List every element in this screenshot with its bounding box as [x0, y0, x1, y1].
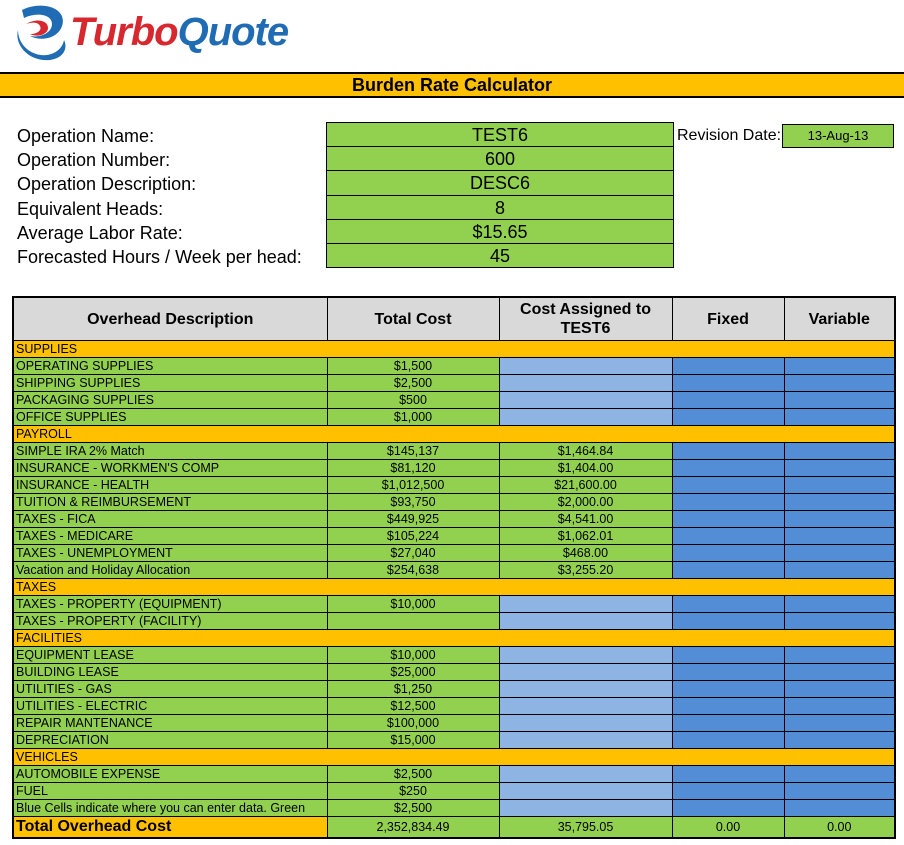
overhead-description-cell: TAXES - MEDICARE — [13, 528, 327, 545]
total-cost-cell[interactable]: $100,000 — [327, 715, 499, 732]
overhead-description-cell: INSURANCE - WORKMEN'S COMP — [13, 460, 327, 477]
variable-cell[interactable] — [784, 613, 895, 630]
fixed-cell[interactable] — [672, 647, 784, 664]
total-assigned-value: 35,795.05 — [499, 817, 672, 839]
total-cost-cell[interactable]: $1,500 — [327, 358, 499, 375]
cost-assigned-cell: $3,255.20 — [499, 562, 672, 579]
overhead-description-cell: INSURANCE - HEALTH — [13, 477, 327, 494]
fixed-cell[interactable] — [672, 477, 784, 494]
fixed-cell[interactable] — [672, 460, 784, 477]
total-cost-cell[interactable]: $2,500 — [327, 375, 499, 392]
logo-quote: Quote — [177, 10, 289, 54]
fixed-cell[interactable] — [672, 494, 784, 511]
cost-assigned-cell: $1,062.01 — [499, 528, 672, 545]
operation-info-labels — [17, 124, 302, 269]
cost-assigned-cell: $2,000.00 — [499, 494, 672, 511]
variable-cell[interactable] — [784, 460, 895, 477]
cost-assigned-cell[interactable] — [499, 613, 672, 630]
table-row — [13, 766, 895, 783]
overhead-description-cell: TUITION & REIMBURSEMENT — [13, 494, 327, 511]
category-row — [13, 630, 895, 647]
table-row — [13, 664, 895, 681]
variable-cell[interactable] — [784, 664, 895, 681]
category-label: PAYROLL — [13, 426, 895, 443]
overhead-description-cell: PACKAGING SUPPLIES — [13, 392, 327, 409]
total-cost-cell[interactable]: $10,000 — [327, 647, 499, 664]
total-cost-cell[interactable]: $1,250 — [327, 681, 499, 698]
variable-cell[interactable] — [784, 715, 895, 732]
overhead-description-cell: Vacation and Holiday Allocation — [13, 562, 327, 579]
fixed-cell[interactable] — [672, 732, 784, 749]
overhead-description-cell: FUEL — [13, 783, 327, 800]
average-labor-rate-label: Average Labor Rate: — [17, 222, 183, 243]
total-label: Total Overhead Cost — [13, 817, 327, 839]
cost-assigned-cell[interactable] — [499, 596, 672, 613]
forecasted-hours-label: Forecasted Hours / Week per head: — [17, 246, 302, 267]
fixed-cell[interactable] — [672, 596, 784, 613]
table-row — [13, 562, 895, 579]
cost-assigned-cell[interactable] — [499, 715, 672, 732]
table-row — [13, 358, 895, 375]
fixed-cell[interactable] — [672, 800, 784, 817]
total-cost-cell[interactable]: $1,012,500 — [327, 477, 499, 494]
cost-assigned-cell[interactable] — [499, 698, 672, 715]
equivalent-heads-label: Equivalent Heads: — [17, 198, 164, 219]
cost-assigned-cell[interactable] — [499, 375, 672, 392]
cost-assigned-cell: $468.00 — [499, 545, 672, 562]
overhead-description-cell: BUILDING LEASE — [13, 664, 327, 681]
total-cost-cell[interactable]: $2,500 — [327, 766, 499, 783]
overhead-description-cell: OFFICE SUPPLIES — [13, 409, 327, 426]
overhead-description-cell: UTILITIES - GAS — [13, 681, 327, 698]
fixed-cell[interactable] — [672, 783, 784, 800]
total-cost-cell[interactable]: $25,000 — [327, 664, 499, 681]
overhead-description-cell: TAXES - UNEMPLOYMENT — [13, 545, 327, 562]
total-cost-cell[interactable]: $10,000 — [327, 596, 499, 613]
total-cost-cell[interactable]: $15,000 — [327, 732, 499, 749]
fixed-cell[interactable] — [672, 443, 784, 460]
forecasted-hours-cell[interactable]: 45 — [327, 244, 673, 267]
variable-cell[interactable] — [784, 800, 895, 817]
variable-cell[interactable] — [784, 528, 895, 545]
variable-cell[interactable] — [784, 698, 895, 715]
category-row — [13, 749, 895, 766]
overhead-description-cell: TAXES - FICA — [13, 511, 327, 528]
revision-date-cell[interactable]: 13-Aug-13 — [782, 124, 894, 148]
fixed-cell[interactable] — [672, 409, 784, 426]
variable-cell[interactable] — [784, 494, 895, 511]
category-row — [13, 579, 895, 596]
overhead-description-cell: TAXES - PROPERTY (EQUIPMENT) — [13, 596, 327, 613]
total-cost-cell[interactable]: $2,500 — [327, 800, 499, 817]
table-row — [13, 460, 895, 477]
cost-assigned-cell[interactable] — [499, 732, 672, 749]
revision-date-label: Revision Date: — [677, 127, 782, 144]
fixed-cell[interactable] — [672, 664, 784, 681]
overhead-description-cell: EQUIPMENT LEASE — [13, 647, 327, 664]
cost-assigned-cell: $1,464.84 — [499, 443, 672, 460]
total-cost-cell[interactable]: $27,040 — [327, 545, 499, 562]
header-total-cost: Total Cost — [327, 297, 499, 341]
variable-cell[interactable] — [784, 766, 895, 783]
table-row — [13, 477, 895, 494]
total-cost-cell[interactable]: $81,120 — [327, 460, 499, 477]
cost-assigned-cell[interactable] — [499, 766, 672, 783]
overhead-description-cell: SIMPLE IRA 2% Match — [13, 443, 327, 460]
variable-cell[interactable] — [784, 732, 895, 749]
operation-name-cell[interactable]: TEST6 — [327, 123, 673, 147]
operation-number-label: Operation Number: — [17, 150, 171, 171]
cost-assigned-cell[interactable] — [499, 800, 672, 817]
overhead-table — [12, 296, 896, 839]
fixed-cell[interactable] — [672, 511, 784, 528]
variable-cell[interactable] — [784, 562, 895, 579]
operation-number-cell[interactable]: 600 — [327, 147, 673, 171]
cost-assigned-cell[interactable] — [499, 783, 672, 800]
total-row — [13, 817, 895, 839]
variable-cell[interactable] — [784, 375, 895, 392]
operation-description-label: Operation Description: — [17, 174, 197, 195]
table-row — [13, 443, 895, 460]
table-row — [13, 681, 895, 698]
table-row — [13, 732, 895, 749]
cost-assigned-cell: $1,404.00 — [499, 460, 672, 477]
fixed-cell[interactable] — [672, 766, 784, 783]
cost-assigned-cell[interactable] — [499, 392, 672, 409]
category-row — [13, 341, 895, 358]
variable-cell[interactable] — [784, 545, 895, 562]
table-row — [13, 596, 895, 613]
table-header-row — [13, 297, 895, 341]
cost-assigned-cell[interactable] — [499, 409, 672, 426]
fixed-cell[interactable] — [672, 613, 784, 630]
fixed-cell[interactable] — [672, 392, 784, 409]
turboquote-logo — [12, 2, 312, 68]
table-row — [13, 409, 895, 426]
variable-cell[interactable] — [784, 511, 895, 528]
overhead-description-cell: OPERATING SUPPLIES — [13, 358, 327, 375]
cost-assigned-cell[interactable] — [499, 358, 672, 375]
table-row — [13, 511, 895, 528]
total-cost-cell[interactable]: $93,750 — [327, 494, 499, 511]
overhead-description-cell: SHIPPING SUPPLIES — [13, 375, 327, 392]
cost-assigned-cell[interactable] — [499, 664, 672, 681]
operation-info-values — [326, 122, 674, 268]
table-row — [13, 494, 895, 511]
table-row — [13, 545, 895, 562]
total-cost-cell[interactable]: $500 — [327, 392, 499, 409]
overhead-description-cell: DEPRECIATION — [13, 732, 327, 749]
total-cost-cell[interactable]: $105,224 — [327, 528, 499, 545]
table-row — [13, 613, 895, 630]
overhead-description-cell: UTILITIES - ELECTRIC — [13, 698, 327, 715]
fixed-cell[interactable] — [672, 715, 784, 732]
fixed-cell[interactable] — [672, 562, 784, 579]
category-label: VEHICLES — [13, 749, 895, 766]
overhead-description-cell: REPAIR MANTENANCE — [13, 715, 327, 732]
variable-cell[interactable] — [784, 681, 895, 698]
variable-cell[interactable] — [784, 358, 895, 375]
cost-assigned-cell: $21,600.00 — [499, 477, 672, 494]
total-cost-cell[interactable] — [327, 613, 499, 630]
category-row — [13, 426, 895, 443]
table-row — [13, 375, 895, 392]
total-cost-cell[interactable]: $250 — [327, 783, 499, 800]
header-fixed: Fixed — [672, 297, 784, 341]
total-cost-cell[interactable]: $145,137 — [327, 443, 499, 460]
total-cost-cell[interactable]: $12,500 — [327, 698, 499, 715]
overhead-description-cell: AUTOMOBILE EXPENSE — [13, 766, 327, 783]
cost-assigned-cell: $4,541.00 — [499, 511, 672, 528]
overhead-description-cell: Blue Cells indicate where you can enter data. Green — [13, 800, 327, 817]
table-row — [13, 800, 895, 817]
total-variable-value: 0.00 — [784, 817, 895, 839]
total-cost-cell[interactable]: $1,000 — [327, 409, 499, 426]
fixed-cell[interactable] — [672, 545, 784, 562]
fixed-cell[interactable] — [672, 698, 784, 715]
table-row — [13, 715, 895, 732]
variable-cell[interactable] — [784, 647, 895, 664]
category-label: SUPPLIES — [13, 341, 895, 358]
variable-cell[interactable] — [784, 783, 895, 800]
fixed-cell[interactable] — [672, 375, 784, 392]
variable-cell[interactable] — [784, 392, 895, 409]
table-row — [13, 647, 895, 664]
total-cost-cell[interactable]: $449,925 — [327, 511, 499, 528]
total-cost-cell[interactable]: $254,638 — [327, 562, 499, 579]
operation-description-cell[interactable]: DESC6 — [327, 171, 673, 195]
logo-swoosh-icon — [12, 2, 68, 66]
operation-name-label: Operation Name: — [17, 126, 155, 146]
cost-assigned-cell[interactable] — [499, 647, 672, 664]
overhead-description-cell: TAXES - PROPERTY (FACILITY) — [13, 613, 327, 630]
total-cost-value: 2,352,834.49 — [327, 817, 499, 839]
equivalent-heads-cell[interactable]: 8 — [327, 196, 673, 220]
variable-cell[interactable] — [784, 477, 895, 494]
fixed-cell[interactable] — [672, 528, 784, 545]
table-row — [13, 698, 895, 715]
category-label: TAXES — [13, 579, 895, 596]
average-labor-rate-cell[interactable]: $15.65 — [327, 220, 673, 244]
header-overhead-description: Overhead Description — [13, 297, 327, 341]
logo-wordmark — [70, 10, 288, 55]
total-fixed-value: 0.00 — [672, 817, 784, 839]
variable-cell[interactable] — [784, 409, 895, 426]
table-row — [13, 392, 895, 409]
variable-cell[interactable] — [784, 443, 895, 460]
table-row — [13, 528, 895, 545]
header-variable: Variable — [784, 297, 895, 341]
page-title: Burden Rate Calculator — [0, 72, 904, 98]
cost-assigned-cell[interactable] — [499, 681, 672, 698]
category-label: FACILITIES — [13, 630, 895, 647]
fixed-cell[interactable] — [672, 358, 784, 375]
logo-turbo: Turbo — [70, 10, 178, 54]
fixed-cell[interactable] — [672, 681, 784, 698]
variable-cell[interactable] — [784, 596, 895, 613]
header-cost-assigned: Cost Assigned to TEST6 — [499, 297, 672, 341]
table-row — [13, 783, 895, 800]
